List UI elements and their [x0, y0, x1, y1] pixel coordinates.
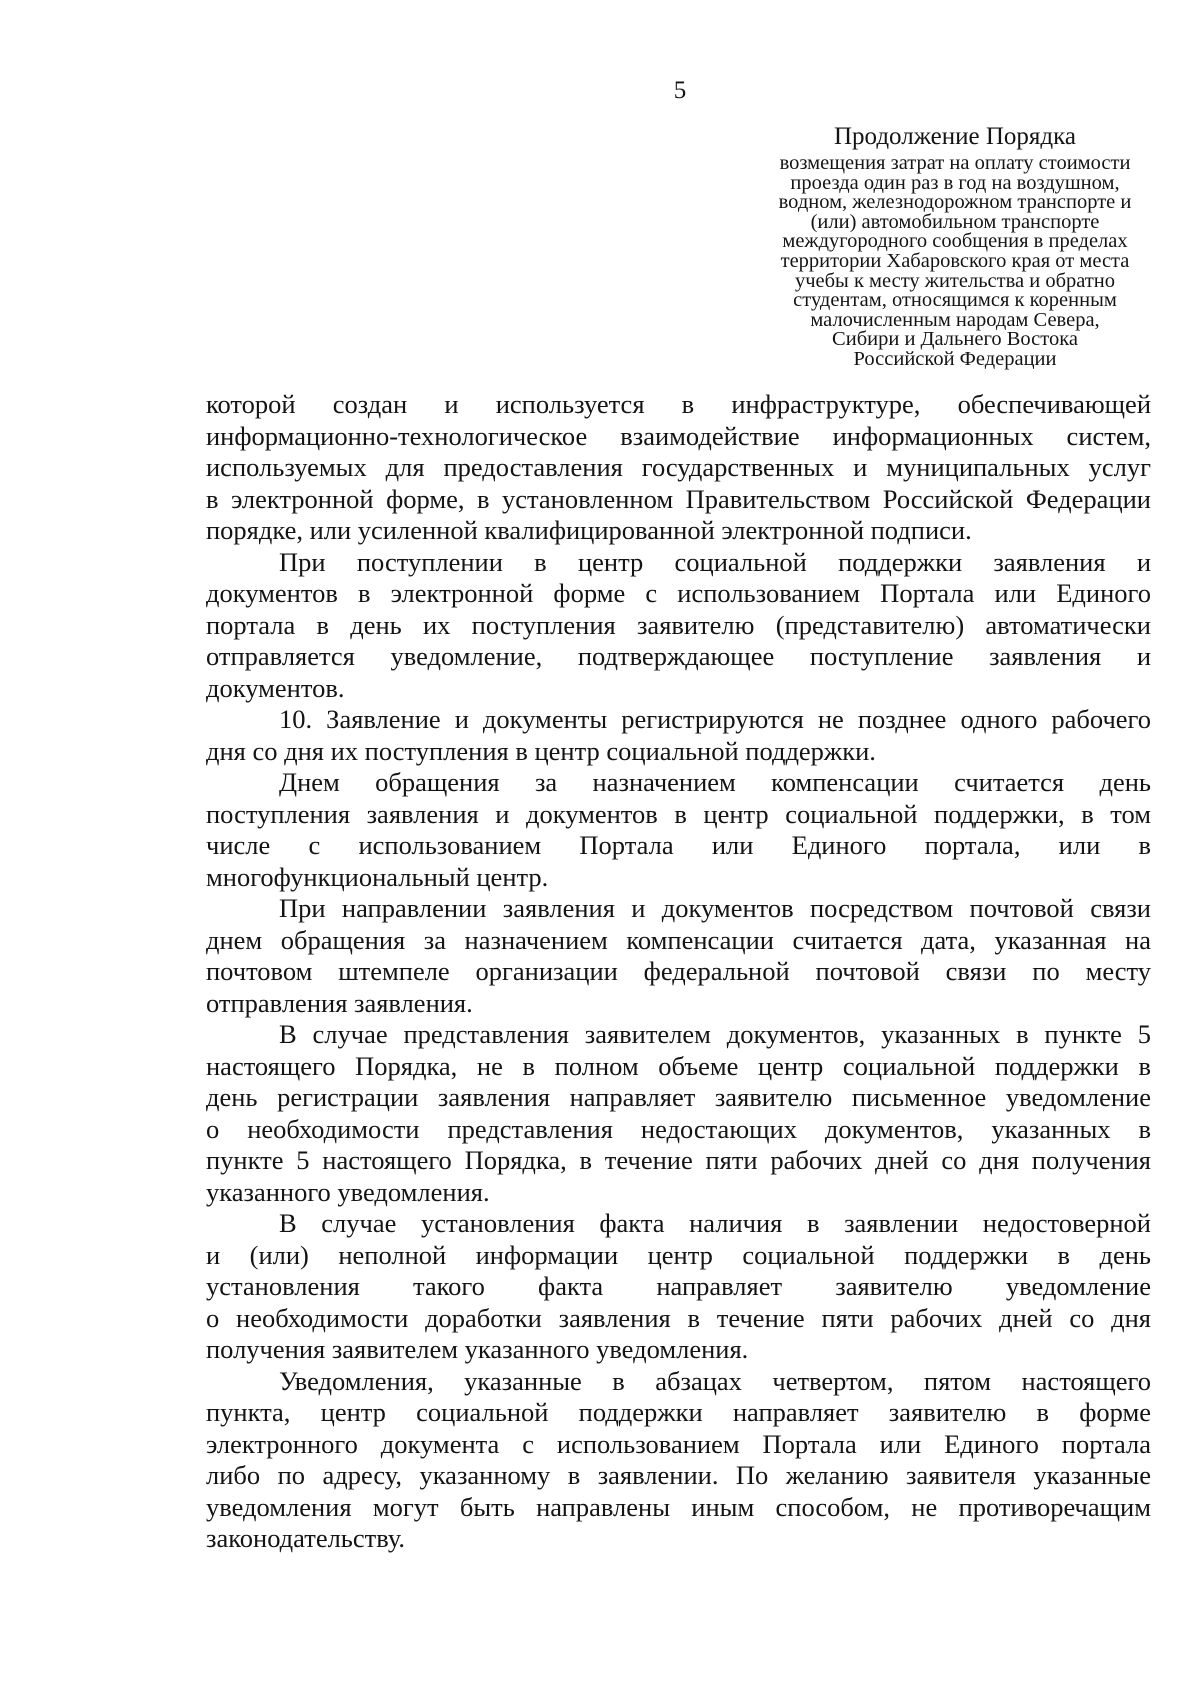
continuation-line: Сибири и Дальнего Востока — [832, 328, 1078, 351]
body-line: порядке, или усиленной квалифицированной электронной подписи. — [206, 515, 972, 545]
continuation-line: учебы к месту жительства и обратно — [794, 269, 1116, 292]
body-line: законодательству. — [206, 1523, 406, 1553]
body-line: которой создан и используется в инфраструктуре, обеспечивающей — [206, 389, 1151, 419]
continuation-line: (или) автомобильном транспорте — [810, 210, 1100, 233]
continuation-heading: Продолжение Порядка — [834, 123, 1076, 150]
body-line: числе с использованием Портала или Единого портала, или в — [206, 830, 1151, 860]
body-line: о необходимости представления недостающих документов, указанных в — [206, 1113, 1151, 1144]
body-line: используемых для предоставления государственных и муниципальных услуг — [206, 452, 1151, 482]
continuation-line: проезда один раз в год на воздушном, — [790, 171, 1120, 194]
body-line: отправления заявления. — [206, 987, 473, 1018]
body-line: либо по адресу, указанному в заявлении. По желанию заявителя указанные — [206, 1460, 1151, 1490]
body-line: в электронной форме, в установленном Правительством Российской Федерации — [206, 483, 1151, 514]
body-line: Днем обращения за назначением компенсации считается день — [279, 767, 1151, 797]
body-line: поступления заявления и документов в центр социальной поддержки, в том — [206, 798, 1151, 829]
body-line: отправляется уведомление, подтверждающее поступление заявления и — [206, 641, 1151, 671]
body-line: При направлении заявления и документов посредством почтовой связи — [279, 893, 1151, 923]
body-line: документов в электронной форме с использованием Портала или Единого — [206, 578, 1151, 608]
body-line: многофункциональный центр. — [206, 861, 549, 892]
body-line: пункте 5 настоящего Порядка, в течение пяти рабочих дней со дня получения — [206, 1145, 1151, 1175]
body-line: уведомления могут быть направлены иным способом, не противоречащим — [206, 1491, 1151, 1522]
continuation-line: междугородного сообщения в пределах — [782, 230, 1128, 253]
continuation-line: студентам, относящимся к коренным — [793, 289, 1117, 312]
body-line: о необходимости доработки заявления в течение пяти рабочих дней со дня — [206, 1302, 1151, 1333]
body-line: почтовом штемпеле организации федеральной почтовой связи по месту — [206, 956, 1151, 986]
continuation-line: Российской Федерации — [853, 347, 1057, 370]
body-line: информационно-технологическое взаимодействие информационных систем, — [206, 420, 1151, 451]
continuation-line: водном, железнодорожном транспорте и — [778, 191, 1132, 214]
body-line: день регистрации заявления направляет заявителю письменное уведомление — [206, 1082, 1151, 1112]
body-line: 10. Заявление и документы регистрируются не позднее одного рабочего — [279, 704, 1151, 734]
continuation-line: малочисленным народам Севера, — [810, 308, 1100, 331]
body-line: В случае установления факта наличия в заявлении недостоверной — [279, 1208, 1151, 1238]
document-body — [206, 389, 1151, 1555]
body-line: В случае представления заявителем документов, указанных в пункте 5 — [279, 1019, 1151, 1049]
body-line: дня со дня их поступления в центр социальной поддержки. — [206, 735, 876, 766]
body-line: установления такого факта направляет заявителю уведомление — [206, 1271, 1151, 1301]
body-line: Уведомления, указанные в абзацах четвертом, пятом настоящего — [279, 1365, 1151, 1396]
continuation-line: территории Хабаровского края от места — [780, 249, 1130, 272]
page-number: 5 — [673, 77, 687, 104]
body-line: пункта, центр социальной поддержки направляет заявителю в форме — [206, 1397, 1151, 1427]
body-line: портала в день их поступления заявителю (представителю) автоматически — [206, 609, 1151, 640]
body-line: документов. — [206, 672, 345, 703]
body-line: указанного уведомления. — [206, 1176, 490, 1207]
body-line: и (или) неполной информации центр социальной поддержки в день — [206, 1239, 1151, 1270]
body-line: электронного документа с использованием Портала или Единого портала — [206, 1428, 1151, 1459]
body-line: При поступлении в центр социальной поддержки заявления и — [279, 546, 1151, 577]
body-line: настоящего Порядка, не в полном объеме центр социальной поддержки в — [206, 1050, 1151, 1081]
continuation-line: возмещения затрат на оплату стоимости — [779, 152, 1131, 174]
continuation-header — [720, 122, 1190, 370]
body-line: получения заявителем указанного уведомления. — [206, 1334, 749, 1364]
body-line: днем обращения за назначением компенсации считается дата, указанная на — [206, 924, 1151, 955]
